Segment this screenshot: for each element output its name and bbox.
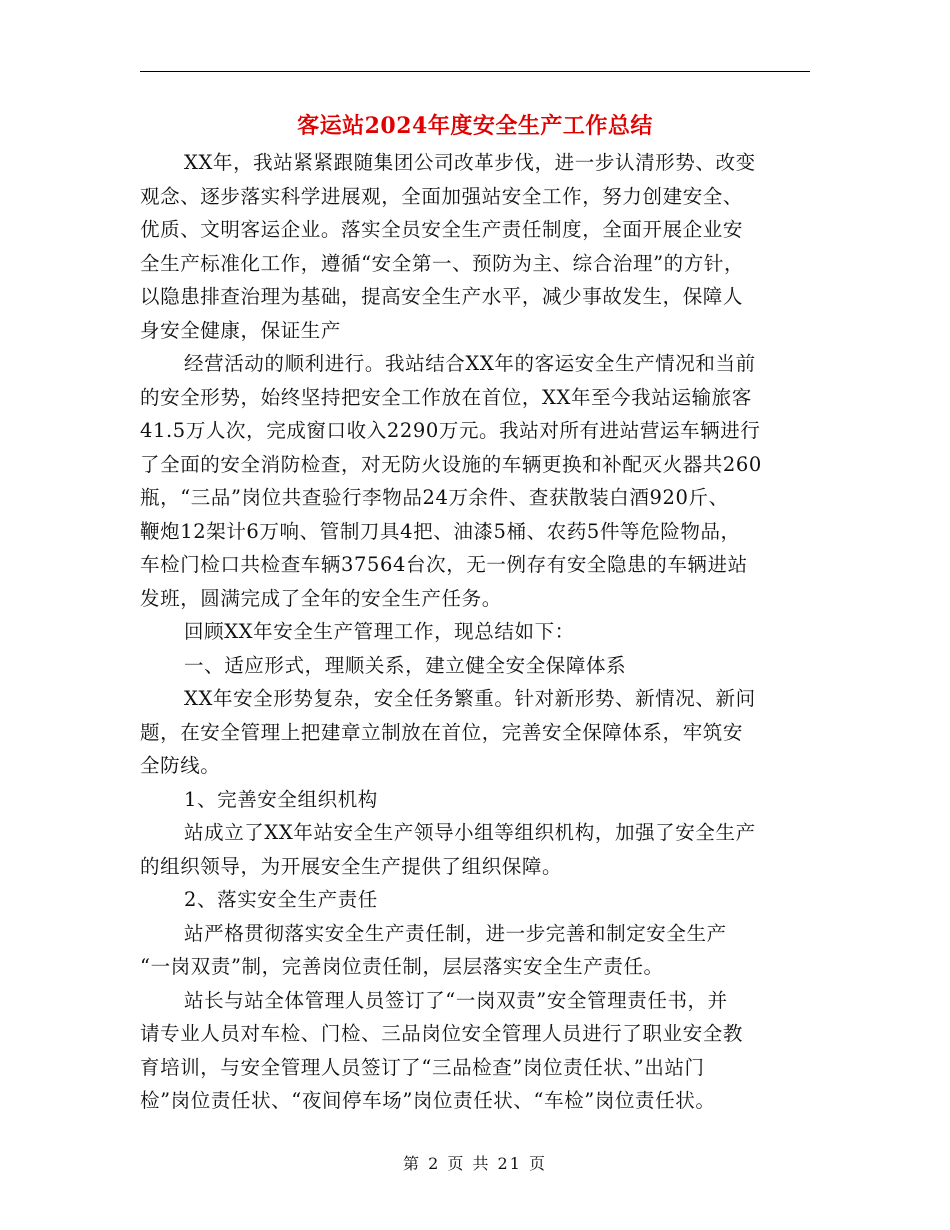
body-line: 回顾XX年安全生产管理工作，现总结如下： bbox=[184, 620, 575, 643]
body-line: “一岗双责”制，完善岗位责任制，层层落实安全生产责任。 bbox=[140, 955, 664, 978]
body-line: 一、适应形式，理顺关系，建立健全安全保障体系 bbox=[184, 653, 627, 677]
body-line: 请专业人员对车检、门检、三品岗位安全管理人员进行了职业安全教 bbox=[140, 1022, 744, 1045]
body-line: 车检门检口共检查车辆37564台次，无一例存有安全隐患的车辆进站 bbox=[140, 553, 748, 576]
footer-current-page: 2 bbox=[428, 1154, 441, 1173]
footer-total-pages: 21 bbox=[497, 1154, 522, 1173]
body-line: 观念、逐步落实科学进展观，全面加强站安全工作，努力创建安全、 bbox=[140, 184, 744, 208]
body-line: 1、完善安全组织机构 bbox=[184, 787, 378, 811]
body-line: 的组织领导，为开展安全生产提供了组织保障。 bbox=[140, 854, 563, 878]
body-line: 发班，圆满完成了全年的安全生产任务。 bbox=[140, 586, 502, 610]
footer-prefix: 第 bbox=[402, 1154, 421, 1173]
footer-suffix: 页 bbox=[529, 1154, 548, 1173]
body-line: 以隐患排查治理为基础，提高安全生产水平，减少事故发生，保障人 bbox=[140, 285, 744, 308]
body-line: 站长与站全体管理人员签订了“一岗双责”安全管理责任书，并 bbox=[184, 988, 728, 1012]
body-line: 瓶，“三品”岗位共查验行李物品24万余件、查获散装白酒920斤、 bbox=[140, 486, 729, 509]
body-line: 全生产标准化工作，遵循“安全第一、预防为主、综合治理”的方针， bbox=[140, 251, 745, 275]
body-line: XX年，我站紧紧跟随集团公司改革步伐，进一步认清形势、改变 bbox=[184, 151, 756, 174]
body-line: 身安全健康，保证生产 bbox=[140, 318, 342, 342]
body-line: 站严格贯彻落实安全生产责任制，进一步完善和制定安全生产 bbox=[184, 921, 727, 945]
page-footer bbox=[0, 1152, 950, 1176]
body-line: 2、落实安全生产责任 bbox=[184, 888, 378, 911]
header-rule bbox=[140, 71, 810, 72]
body-line: 的安全形势，始终坚持把安全工作放在首位，XX年至今我站运输旅客 bbox=[140, 385, 752, 409]
body-line: 经营活动的顺利进行。我站结合XX年的客运安全生产情况和当前 bbox=[184, 352, 756, 375]
body-line: 题，在安全管理上把建章立制放在首位，完善安全保障体系，牢筑安 bbox=[140, 720, 744, 744]
document-body bbox=[140, 146, 810, 1118]
body-line: 鞭炮12架计6万响、管制刀具4把、油漆5桶、农药5件等危险物品， bbox=[140, 519, 741, 543]
body-line: 41.5万人次，完成窗口收入2290万元。我站对所有进站营运车辆进行 bbox=[140, 419, 761, 442]
body-line: XX年安全形势复杂，安全任务繁重。针对新形势、新情况、新问 bbox=[184, 687, 756, 710]
document-title: 客运站2024年度安全生产工作总结 bbox=[297, 113, 653, 139]
body-line: 了全面的安全消防检查，对无防火设施的车辆更换和补配灭火器共260 bbox=[140, 452, 762, 476]
body-line: 检”岗位责任状、“夜间停车场”岗位责任状、“车检”岗位责任状。 bbox=[140, 1089, 716, 1112]
body-line: 优质、文明客运企业。落实全员安全生产责任制度，全面开展企业安 bbox=[140, 218, 744, 241]
body-line: 全防线。 bbox=[140, 754, 221, 777]
body-line: 站成立了XX年站安全生产领导小组等组织机构，加强了安全生产 bbox=[184, 821, 756, 844]
footer-middle: 页 共 bbox=[447, 1154, 491, 1173]
body-line: 育培训，与安全管理人员签订了“三品检查”岗位责任状、”出站门 bbox=[140, 1055, 705, 1079]
